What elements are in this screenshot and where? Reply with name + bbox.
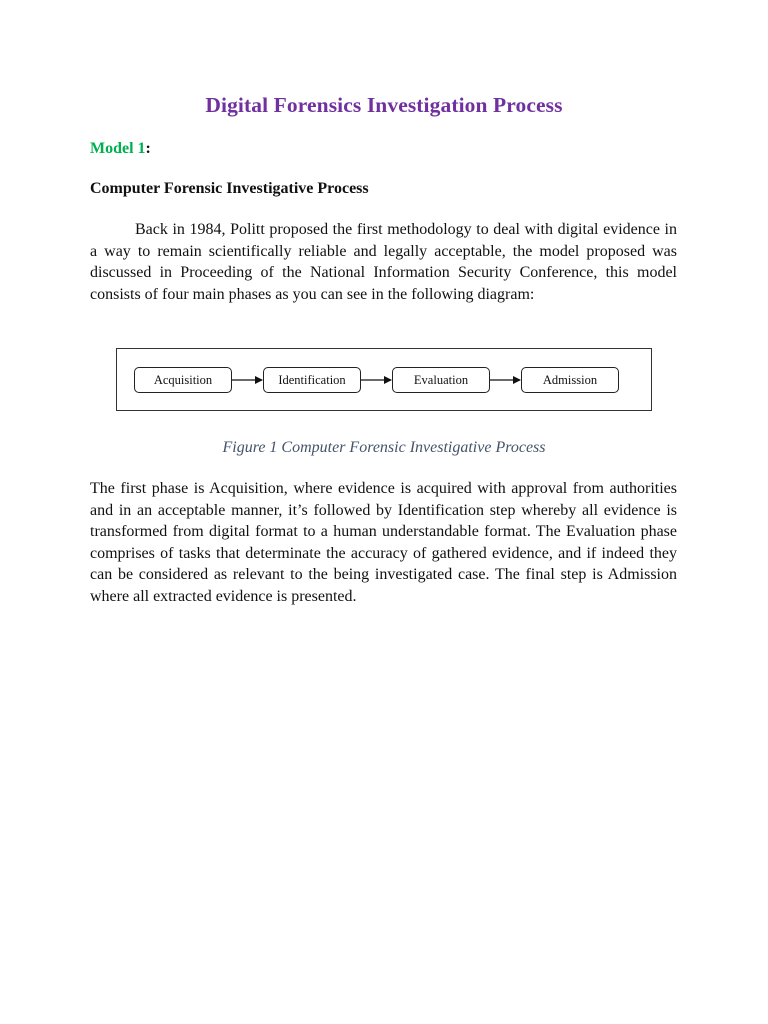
phase-identification: Identification (263, 367, 361, 393)
document-title: Digital Forensics Investigation Process (205, 93, 563, 117)
phases-paragraph: The first phase is Acquisition, where evidence is acquired with approval from authorities and in an acceptable manner, it’s followed by Identification step whereby all evidence is transformed from digital format to a human understandable format. The Evaluation phase comprises of tasks that determinate the accuracy of gathered evidence, and if indeed they can be considered as relevant to the being investigated case. The final step is Admission where all extracted evidence is presented. (90, 480, 677, 605)
section-heading: Computer Forensic Investigative Process (90, 180, 369, 197)
process-diagram (116, 348, 652, 411)
phase-acquisition: Acquisition (134, 367, 232, 393)
model-colon: : (145, 140, 151, 157)
model-label: Model 1 (90, 140, 146, 157)
phase-admission: Admission (521, 367, 619, 393)
model-heading (90, 140, 151, 158)
phase-evaluation: Evaluation (392, 367, 490, 393)
figure-caption: Figure 1 Computer Forensic Investigative Process (222, 439, 546, 456)
intro-paragraph: Back in 1984, Politt proposed the first methodology to deal with digital evidence in a way to remain scientifically reliable and legally acceptable, the model proposed was discussed in Proceeding of the National Information Security Conference, this model consists of four main phases as you can see in the following diagram: (90, 221, 677, 303)
